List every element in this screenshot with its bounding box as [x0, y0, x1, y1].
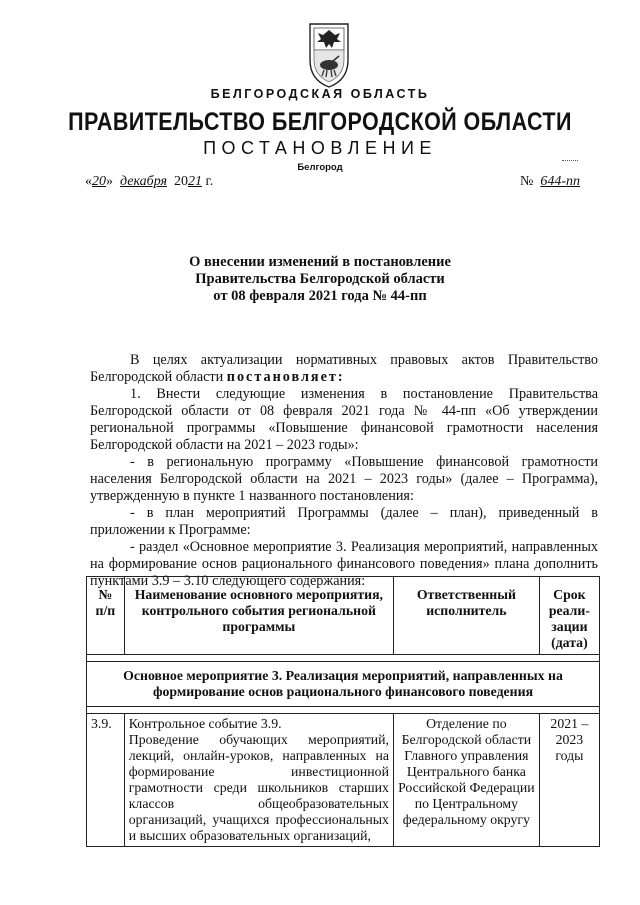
event-title: Контрольное событие 3.9. — [128, 716, 282, 731]
region-name: БЕЛГОРОДСКАЯ ОБЛАСТЬ — [210, 87, 430, 101]
date-year-suffix: 21 — [188, 174, 203, 189]
paragraph: 1. Внести следующие изменения в постановление Правительства Белгородской области от 08 февраля 2021 года № 44-пп «Об утверждении региональной программы «Повышение финансовой грамотности населения Белгородской области на 2021 – 2023 годы»: — [90, 386, 598, 453]
date-year-mark: г. — [205, 174, 214, 189]
paragraph: - раздел «Основное мероприятие 3. Реализация мероприятий, направленных на формирование основ рационального финансового поведения» плана дополнить пунктами 3.9 – 3.10 следующего содержания: — [90, 539, 598, 589]
date-day: 20 — [92, 174, 106, 189]
section-title: Основное мероприятие 3. Реализация мероприятий, направленных на формирование основ рационального финансового поведения — [87, 662, 600, 707]
header-cell: № п/п — [87, 577, 125, 655]
paragraph: - в план мероприятий Программы (далее – план), приведенный в приложении к Программе: — [90, 505, 598, 538]
term-cell: 2021 – 2023 годы — [539, 714, 599, 847]
table-spacer — [87, 707, 600, 714]
row-number: 3.9. — [87, 714, 125, 847]
table-header-row — [87, 577, 600, 655]
subject-line: Правительства Белгородской области — [195, 271, 445, 287]
header-cell: Наименование основного мероприятия, контрольного события региональной программы — [124, 577, 393, 655]
paragraph-text: В целях актуализации нормативных правовых актов Правительство Белгородской области — [90, 352, 598, 385]
event-cell — [124, 714, 393, 847]
document-subject — [0, 254, 640, 305]
table-row — [87, 714, 600, 847]
table-spacer — [87, 655, 600, 662]
paragraph — [90, 352, 598, 386]
document-type: ПОСТАНОВЛЕНИЕ — [203, 138, 437, 158]
spacer-cell — [87, 707, 600, 714]
date-open-quote: « — [85, 174, 92, 189]
number-prefix: № — [520, 174, 534, 189]
header-cell: Ответственный исполнитель — [393, 577, 539, 655]
date-close-quote: » — [106, 174, 113, 189]
plan-table — [86, 576, 600, 847]
document-number — [520, 174, 580, 190]
spacer-cell — [87, 655, 600, 662]
number-value: 644-пп — [540, 174, 581, 189]
coat-of-arms-icon — [302, 20, 356, 90]
header-cell: Срок реали-зации (дата) — [539, 577, 599, 655]
subject-line: от 08 февраля 2021 года № 44-пп — [213, 288, 427, 304]
event-text: Проведение обучающих мероприятий, лекций, онлайн-уроков, направленных на формирование инвестиционной грамотности среди школьников старших классов общеобразовательных организаций, учащихся профессиональных и высших образовательных организаций, — [128, 732, 389, 843]
date-year-prefix: 20 — [174, 174, 189, 189]
executor-cell: Отделение по Белгородской области Главного управления Центрального банка Российской Федерации по Центральному федеральному округу — [393, 714, 539, 847]
paragraph: - в региональную программу «Повышение финансовой грамотности населения Белгородской области на 2021 – 2023 годы» (далее – Программа), утвержденную в пункте 1 названного постановления: — [90, 454, 598, 504]
document-date — [85, 174, 213, 190]
divider — [562, 160, 578, 161]
government-title: ПРАВИТЕЛЬСТВО БЕЛГОРОДСКОЙ ОБЛАСТИ — [68, 108, 572, 136]
resolves-word: постановляет: — [226, 369, 345, 385]
document-body — [90, 352, 598, 590]
city-name: Белгород — [297, 162, 343, 173]
section-row — [87, 662, 600, 707]
subject-line: О внесении изменений в постановление — [189, 254, 451, 270]
date-month: декабря — [120, 174, 168, 189]
